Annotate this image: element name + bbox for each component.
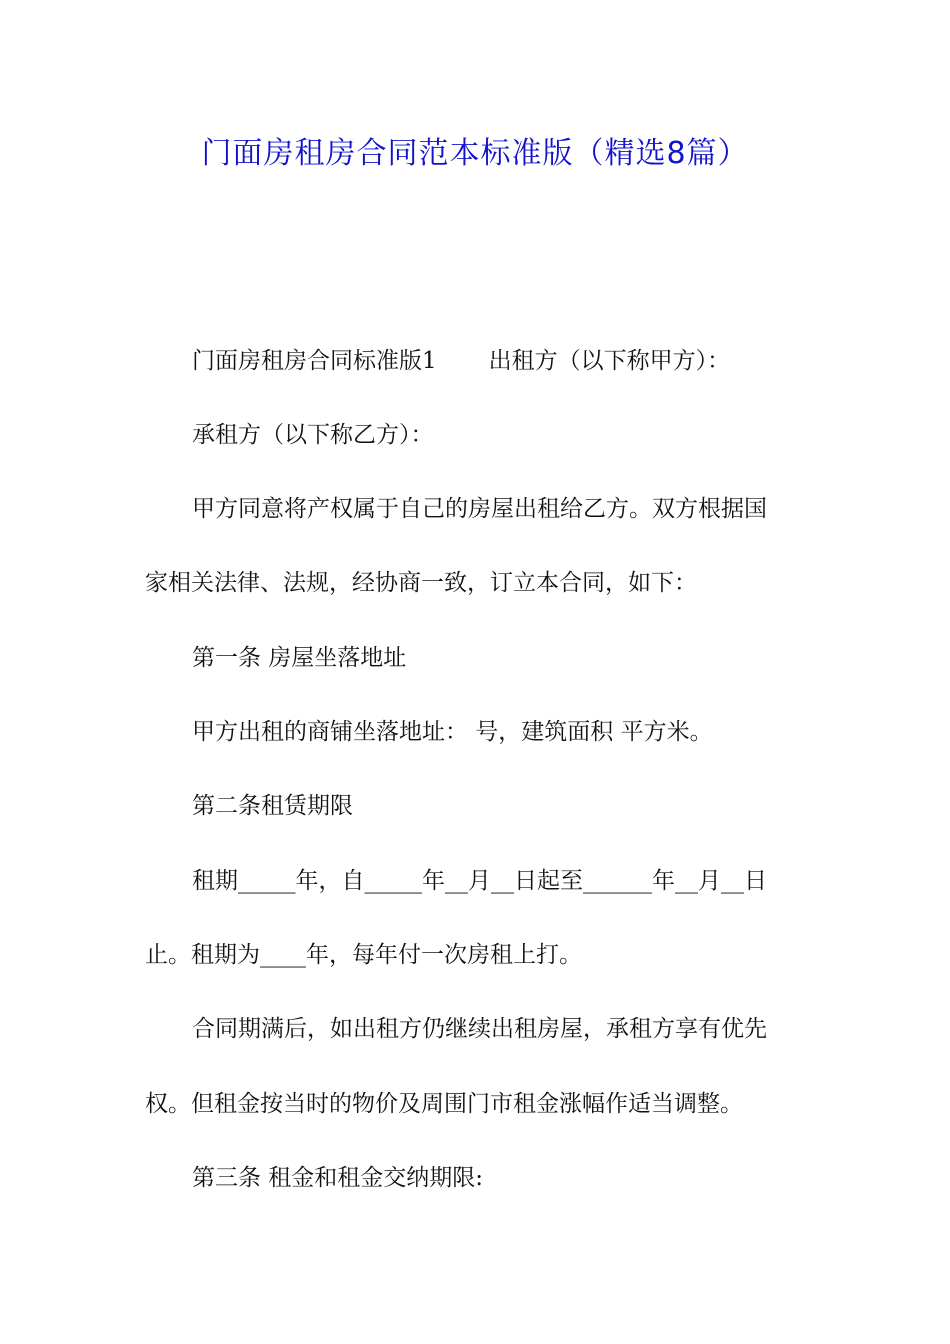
paragraph-line: 承租方（以下称乙方）：	[192, 422, 434, 448]
paragraph-line: 甲方出租的商铺坐落地址： 号，建筑面积 平方米。	[192, 719, 713, 745]
paragraph-line: 合同期满后，如出租方仍继续出租房屋，承租方享有优先	[192, 1016, 767, 1042]
paragraph-line	[192, 345, 810, 377]
paragraph-line: 租期_____年，自_____年__月__日起至______年__月__日	[192, 868, 767, 894]
paragraph-line: 第二条租赁期限	[192, 793, 353, 819]
paragraph-line: 第一条 房屋坐落地址	[192, 645, 407, 671]
section-heading: 门面房租房合同标准版1	[192, 348, 437, 374]
document-title: 门面房租房合同范本标准版（精选8篇）	[201, 136, 749, 171]
paragraph-line: 甲方同意将产权属于自己的房屋出租给乙方。双方根据国	[192, 496, 767, 522]
paragraph-line: 第三条 租金和租金交纳期限:	[192, 1165, 484, 1191]
paragraph-line: 权。但租金按当时的物价及周围门市租金涨幅作适当调整。	[145, 1091, 743, 1117]
party-label: 出租方（以下称甲方）：	[488, 348, 731, 374]
paragraph-line: 家相关法律、法规，经协商一致，订立本合同，如下：	[145, 570, 697, 596]
paragraph-line: 止。租期为____年，每年付一次房租上打。	[145, 942, 582, 968]
